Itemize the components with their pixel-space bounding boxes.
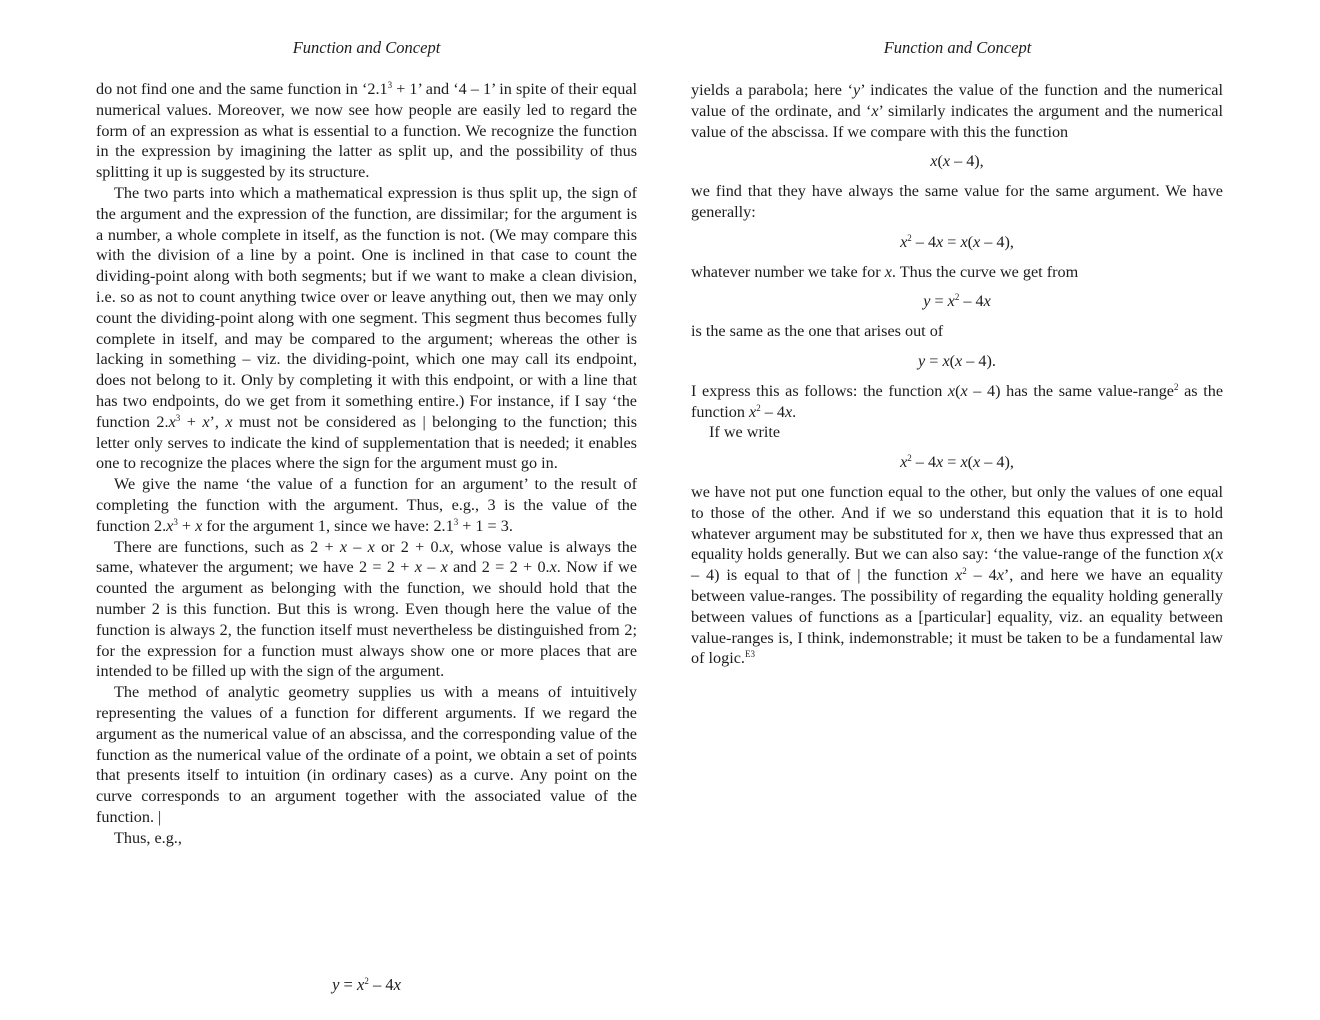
text-run: – 4 bbox=[959, 292, 984, 311]
text-run: – 4), bbox=[980, 232, 1014, 251]
superscript: E3 bbox=[744, 649, 755, 660]
italic-variable: x bbox=[166, 516, 174, 535]
left-page-body bbox=[96, 79, 637, 848]
text-run: We give the name ‘the value of a function for an argument’ to the result of completing the function with the argument. Thus, e.g., 3 is the value of the function 2. bbox=[96, 475, 637, 535]
italic-variable: x bbox=[356, 975, 365, 994]
text-run: ( bbox=[1210, 545, 1216, 564]
text-run: we find that they have always the same value for the same argument. We have generally: bbox=[691, 182, 1223, 221]
italic-variable: x bbox=[942, 152, 951, 171]
italic-variable: x bbox=[960, 381, 968, 400]
italic-variable: x bbox=[955, 566, 963, 585]
italic-variable: x bbox=[871, 101, 879, 120]
text-run: = bbox=[930, 292, 948, 311]
superscript: 2 bbox=[364, 976, 369, 986]
text-run: ( bbox=[967, 453, 974, 472]
text-run: ’ similarly indicates the argument and the numerical value of the abscissa. If we compare with this the function bbox=[691, 101, 1223, 141]
text-run: + bbox=[177, 516, 196, 535]
equation bbox=[691, 452, 1223, 473]
text-run: I express this as follows: the function bbox=[691, 381, 948, 400]
italic-variable: x bbox=[784, 402, 793, 421]
right-running-header: Function and Concept bbox=[883, 38, 1032, 57]
italic-variable: y bbox=[332, 975, 340, 994]
italic-variable: x bbox=[936, 232, 944, 251]
text-run: ( bbox=[949, 351, 956, 370]
text-run: , whose value is always the same, whatever the argument; we have 2 = 2 + bbox=[96, 537, 637, 577]
text-run: . Thus the curve we get from bbox=[891, 262, 1079, 281]
text-run: , then we have thus expressed that an equality holds generally. But we can also say: ‘the value-range of the function bbox=[691, 524, 1223, 564]
right-page-body bbox=[691, 80, 1223, 669]
equation bbox=[691, 151, 1223, 172]
italic-variable: x bbox=[942, 351, 950, 370]
paragraph bbox=[691, 181, 1223, 223]
text-run: . bbox=[792, 402, 797, 421]
italic-variable: x bbox=[900, 232, 908, 251]
italic-variable: x bbox=[225, 412, 233, 431]
text-run: – 4). bbox=[962, 351, 996, 370]
text-run: must not be considered as | belonging to the function; this letter only serves to indicate the kind of supplementation that is needed; it enables one to recognize the places where the sign for the argument must go in. bbox=[96, 412, 637, 473]
italic-variable: x bbox=[442, 537, 450, 556]
superscript: 2 bbox=[1174, 381, 1179, 392]
text-run: – 4 bbox=[911, 453, 937, 472]
italic-variable: x bbox=[367, 537, 375, 556]
text-run: If we write bbox=[709, 423, 781, 442]
italic-variable: y bbox=[923, 292, 931, 311]
paragraph bbox=[96, 79, 637, 183]
paragraph bbox=[691, 381, 1223, 423]
italic-variable: x bbox=[1203, 545, 1211, 564]
text-run: we have not put one function equal to the other, but only the values of one equal to those of the other. And if we so understand this equation that it is to hold whatever argument may be substituted for bbox=[691, 482, 1223, 543]
text-run: whatever number we take for bbox=[691, 262, 885, 281]
paragraph bbox=[96, 537, 637, 683]
italic-variable: x bbox=[1215, 545, 1223, 564]
italic-variable: x bbox=[884, 262, 892, 281]
text-run: and 2 = 2 + 0. bbox=[447, 558, 550, 577]
text-run: ( bbox=[955, 381, 961, 400]
text-run: The method of analytic geometry supplies us with a means of intuitively representing the values of a function for different arguments. If we regard the argument as the numerical value of an abscissa, and the corresponding value of the function as the numerical value of the ordinate of a point, we obtain a set of points that presents itself to intuition (in ordinary cases) as a curve. Any point on the curve corresponds to an argument together with the associated value of the function. | bbox=[96, 683, 637, 826]
italic-variable: x bbox=[549, 558, 557, 577]
superscript: 3 bbox=[387, 80, 393, 90]
text-run: = bbox=[925, 351, 943, 370]
text-run: for the argument 1, since we have: 2.1 bbox=[202, 516, 454, 535]
italic-variable: x bbox=[996, 566, 1004, 585]
text-run: + bbox=[180, 412, 203, 431]
text-run: – 4 bbox=[760, 402, 785, 421]
superscript: 2 bbox=[756, 402, 761, 413]
right-page bbox=[660, 0, 1320, 1020]
text-run: = bbox=[339, 975, 357, 994]
paragraph bbox=[96, 682, 637, 828]
paragraph bbox=[96, 183, 637, 474]
text-run: yields a parabola; here ‘ bbox=[691, 81, 854, 99]
text-run: ’, and here we have an equality between value-ranges. The possibility of regarding the equality holding generally between values of functions as a [particular] equality, viz. an equality between value-ranges is, I think, indemonstrable; it must be taken to be a fundamental law of logic. bbox=[691, 566, 1223, 668]
text-run: ( bbox=[937, 152, 943, 171]
text-run: The two parts into which a mathematical expression is thus split up, the sign of the argument and the expression of the function, are dissimilar; for the argument is a number, a whole complete in itself, as the function is not. (We may compare this with the division of a line by a point. One is inclined in that case to count the dividing-point along with both segments; but if we want to make a clean division, i.e. so as not to count anything twice over or leave anything out, then we may only count the dividing-point along with one segment. This segment thus becomes fully complete in itself, and may be compared to the argument; whereas the other is lacking in something – viz. the dividing-point, which one may call its endpoint, does not belong to it. Only by completing it with this endpoint, or with a line that has two endpoints, do we get from it something entire.) For instance, if I say ‘the function 2. bbox=[96, 183, 637, 431]
text-run: – 4), bbox=[950, 152, 984, 171]
paragraph bbox=[691, 422, 1223, 443]
equation bbox=[691, 232, 1223, 253]
italic-variable: x bbox=[947, 292, 955, 311]
equation bbox=[691, 351, 1223, 372]
text-run: or 2 + 0. bbox=[374, 537, 443, 556]
text-run: = bbox=[943, 232, 961, 251]
text-run: – bbox=[347, 537, 368, 556]
superscript: 3 bbox=[175, 412, 181, 423]
footer-equation bbox=[96, 975, 637, 995]
superscript: 3 bbox=[453, 516, 459, 527]
italic-variable: x bbox=[983, 292, 991, 311]
left-running-header: Function and Concept bbox=[292, 38, 441, 57]
italic-variable: x bbox=[393, 975, 401, 994]
italic-variable: x bbox=[936, 453, 944, 472]
text-run: ’ indicates the value of the function and the numerical value of the ordinate, and ‘ bbox=[691, 81, 1223, 120]
text-run: – 4 bbox=[911, 232, 937, 251]
equation bbox=[691, 291, 1223, 312]
text-run: ’, bbox=[209, 412, 226, 431]
superscript: 2 bbox=[954, 292, 960, 303]
text-run: – 4 bbox=[966, 566, 997, 585]
text-run: – bbox=[421, 558, 441, 577]
paragraph bbox=[96, 828, 637, 849]
paragraph bbox=[691, 262, 1223, 283]
text-run: – 4) is equal to that of | the function bbox=[691, 566, 955, 585]
text-run: – 4 bbox=[368, 975, 394, 994]
italic-variable: x bbox=[960, 453, 968, 472]
italic-variable: y bbox=[918, 351, 926, 370]
italic-variable: x bbox=[947, 381, 956, 400]
text-run: do not find one and the same function in ‘2.1 bbox=[96, 80, 388, 98]
italic-variable: x bbox=[900, 453, 908, 472]
italic-variable: x bbox=[202, 412, 210, 431]
paragraph bbox=[691, 482, 1223, 669]
italic-variable: x bbox=[339, 537, 348, 556]
superscript: 3 bbox=[173, 516, 178, 527]
italic-variable: x bbox=[971, 524, 979, 543]
italic-variable: x bbox=[168, 412, 176, 431]
text-run: . Now if we counted the argument as belonging with the function, we should hold that the number 2 is this function. But this is wrong. Even though here the value of the function is always 2, the function itself must nevertheless be distinguished from 2; for the expression for a function must always show one or more places that are intended to be filled up with the sign of the argument. bbox=[96, 558, 638, 681]
superscript: 2 bbox=[907, 232, 912, 243]
text-run: + 1’ and ‘4 – 1’ in spite of their equal numerical values. Moreover, we now see how people are easily led to regard the form of an expression as what is essential to a function. We recognize the function in the expression by imagining the latter as split up, and the possibility of thus splitting it up is suggested by its structure. bbox=[96, 80, 637, 182]
italic-variable: x bbox=[930, 152, 938, 171]
text-run: is the same as the one that arises out of bbox=[691, 322, 944, 341]
italic-variable: x bbox=[955, 351, 963, 370]
italic-variable: x bbox=[960, 232, 968, 251]
paragraph bbox=[691, 321, 1223, 342]
italic-variable: x bbox=[195, 516, 203, 535]
italic-variable: x bbox=[749, 402, 757, 421]
superscript: 2 bbox=[907, 453, 912, 464]
italic-variable: x bbox=[414, 558, 422, 577]
paragraph bbox=[96, 474, 637, 536]
text-run: = bbox=[943, 453, 961, 472]
text-run: Thus, e.g., bbox=[114, 828, 182, 847]
text-run: as the function bbox=[691, 381, 1223, 421]
text-run: – 4) has the same value-range bbox=[967, 381, 1174, 400]
text-run: There are functions, such as 2 + bbox=[114, 537, 340, 556]
italic-variable: x bbox=[973, 232, 981, 251]
text-run: – 4), bbox=[980, 453, 1014, 472]
text-run: ( bbox=[967, 232, 974, 251]
text-run: + 1 = 3. bbox=[458, 516, 513, 535]
superscript: 2 bbox=[962, 566, 967, 577]
paragraph bbox=[691, 80, 1223, 142]
italic-variable: y bbox=[853, 81, 861, 99]
italic-variable: x bbox=[973, 453, 981, 472]
italic-variable: x bbox=[440, 558, 448, 577]
